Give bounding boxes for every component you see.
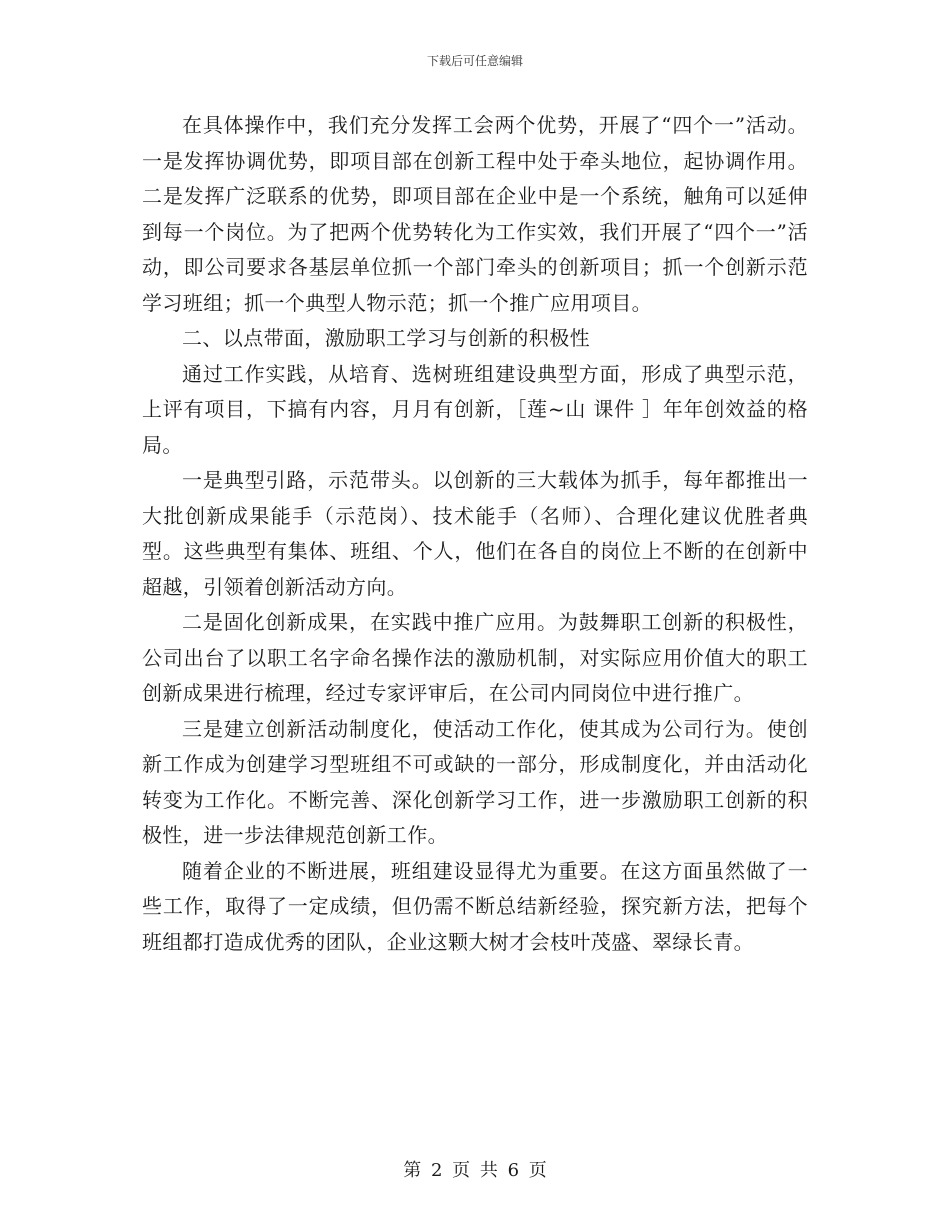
- paragraph-3: 一是典型引路，示范带头。以创新的三大载体为抓手，每年都推出一大批创新成果能手（示范岗）、技术能手（名师）、合理化建议优胜者典型。这些典型有集体、班组、个人，他们在各自的岗位上不断的在创新中超越，引领着创新活动方向。: [142, 468, 808, 599]
- page-header: 下载后可任意编辑: [426, 54, 523, 68]
- paragraph-2: 通过工作实践，从培育、选树班组建设典型方面，形成了典型示范，上评有项目，下搞有内容，月月有创新，［莲~山 课件 ］年年创效益的格局。: [142, 361, 808, 457]
- document-body: [142, 108, 808, 960]
- section-heading: 二、以点带面，激励职工学习与创新的积极性: [182, 326, 590, 350]
- paragraph-4: 二是固化创新成果，在实践中推广应用。为鼓舞职工创新的积极性，公司出台了以职工名字命名操作法的激励机制，对实际应用价值大的职工创新成果进行梳理，经过专家评审后，在公司内同岗位中进行推广。: [142, 610, 808, 705]
- paragraph-1: 在具体操作中，我们充分发挥工会两个优势，开展了“四个一”活动。一是发挥协调优势，即项目部在创新工程中处于牵头地位，起协调作用。二是发挥广泛联系的优势，即项目部在企业中是一个系统，触角可以延伸到每一个岗位。为了把两个优势转化为工作实效，我们开展了“四个一”活动，即公司要求各基层单位抓一个部门牵头的创新项目；抓一个创新示范学习班组；抓一个典型人物示范；抓一个推广应用项目。: [142, 113, 808, 315]
- paragraph-5: 三是建立创新活动制度化，使活动工作化，使其成为公司行为。使创新工作成为创建学习型班组不可或缺的一部分，形成制度化，并由活动化转变为工作化。不断完善、深化创新学习工作，进一步激励职工创新的积极性，进一步法律规范创新工作。: [142, 716, 808, 847]
- paragraph-6: 随着企业的不断进展，班组建设显得尤为重要。在这方面虽然做了一些工作，取得了一定成绩，但仍需不断总结新经验，探究新方法，把每个班组都打造成优秀的团队，企业这颗大树才会枝叶茂盛、翠绿长青。: [142, 858, 808, 954]
- page-number-footer: 第 2 页 共 6 页: [403, 1160, 547, 1181]
